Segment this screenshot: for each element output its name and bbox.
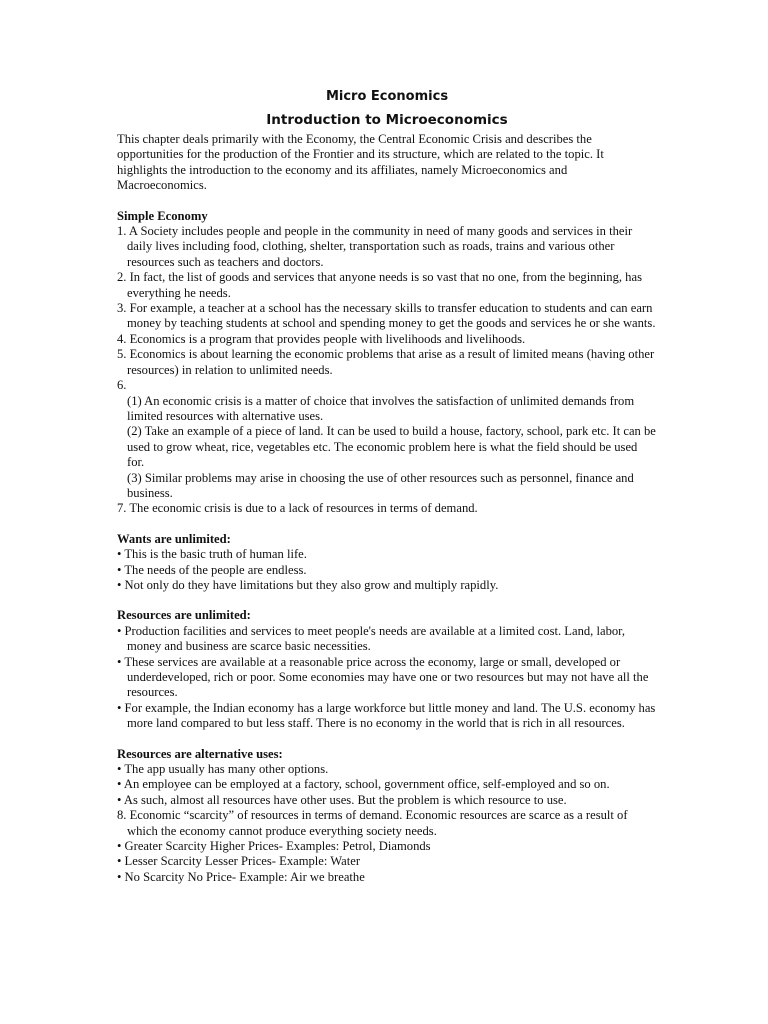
list-item: 7. The economic crisis is due to a lack of resources in terms of demand. [117,501,478,516]
list-item: 2. In fact, the list of goods and services that anyone needs is so vast that no one, from the beginning, has everything he needs. [117,270,642,300]
section-simple-economy [117,209,657,517]
bullet-item: • An employee can be employed at a factory, school, government office, self-employed and so on. [117,777,610,792]
list-item: 8. Economic “scarcity” of resources in terms of demand. Economic resources are scarce as a result of which the economy cannot produce everything society needs. [117,808,628,838]
bullet-item: • These services are available at a reasonable price across the economy, large or small, developed or underdeveloped, rich or poor. Some economies may have one or two resources but may not have all the resources. [117,654,649,700]
list-item: 3. For example, a teacher at a school has the necessary skills to transfer education to students and can earn money by teaching students at school and spending money to get the goods and services he or she wants. [117,301,656,331]
bullet-item: • For example, the Indian economy has a large workforce but little money and land. The U.S. economy has more land compared to but less staff. There is no economy in the world that is rich in all resources. [117,700,656,731]
bullet-item: • The needs of the people are endless. [117,562,307,577]
list-item: 5. Economics is about learning the economic problems that arise as a result of limited means (having other resources) in relation to unlimited needs. [117,347,655,377]
list-item: 6. [117,378,127,393]
section-heading: Simple Economy [117,208,208,223]
list-item: 1. A Society includes people and people in the community in need of many goods and services in their daily lives including food, clothing, shelter, transportation such as roads, trains and various other resources such as teachers and doctors. [117,224,633,269]
section-heading: Resources are unlimited: [117,608,251,623]
section-heading: Wants are unlimited: [117,531,231,546]
bullet-item: • As such, almost all resources have other uses. But the problem is which resource to use. [117,792,567,807]
bullet-item: • Production facilities and services to meet people's needs are available at a limited cost. Land, labor, money and business are scarce basic necessities. [117,623,625,654]
bullet-item: • The app usually has many other options. [117,762,329,777]
section-resources-unlimited [117,608,657,731]
bullet-item: • No Scarcity No Price- Example: Air we breathe [117,869,365,884]
document-page [117,89,657,900]
bullet-item: • Lesser Scarcity Lesser Prices- Example: Water [117,854,361,869]
sub-list-item: (1) An economic crisis is a matter of choice that involves the satisfaction of unlimited demands from limited resources with alternative uses. [127,393,635,423]
section-resources-alternative [117,747,657,886]
section-heading: Resources are alternative uses: [117,746,283,761]
sub-list-item: (2) Take an example of a piece of land. It can be used to build a house, factory, school, park etc. It can be used to grow wheat, rice, vegetables etc. The economic problem here is what the field should be used for. [127,424,656,470]
bullet-item: • Greater Scarcity Higher Prices- Examples: Petrol, Diamonds [117,839,431,854]
sub-list-item: (3) Similar problems may arise in choosing the use of other resources such as personnel, finance and business. [127,470,634,500]
intro-paragraph: This chapter deals primarily with the Economy, the Central Economic Crisis and describes the opportunities for the production of the Frontier and its structure, which are related to the topic. It highlights the introduction to the economy and its affiliates, namely Microeconomics and Macroeconomics. [117,132,604,193]
document-title: Micro Economics [325,89,449,104]
section-wants-unlimited [117,532,657,594]
bullet-item: • This is the basic truth of human life. [117,547,307,562]
bullet-item: • Not only do they have limitations but they also grow and multiply rapidly. [117,577,499,592]
document-subtitle: Introduction to Microeconomics [266,112,508,128]
list-item: 4. Economics is a program that provides people with livelihoods and livelihoods. [117,331,526,346]
